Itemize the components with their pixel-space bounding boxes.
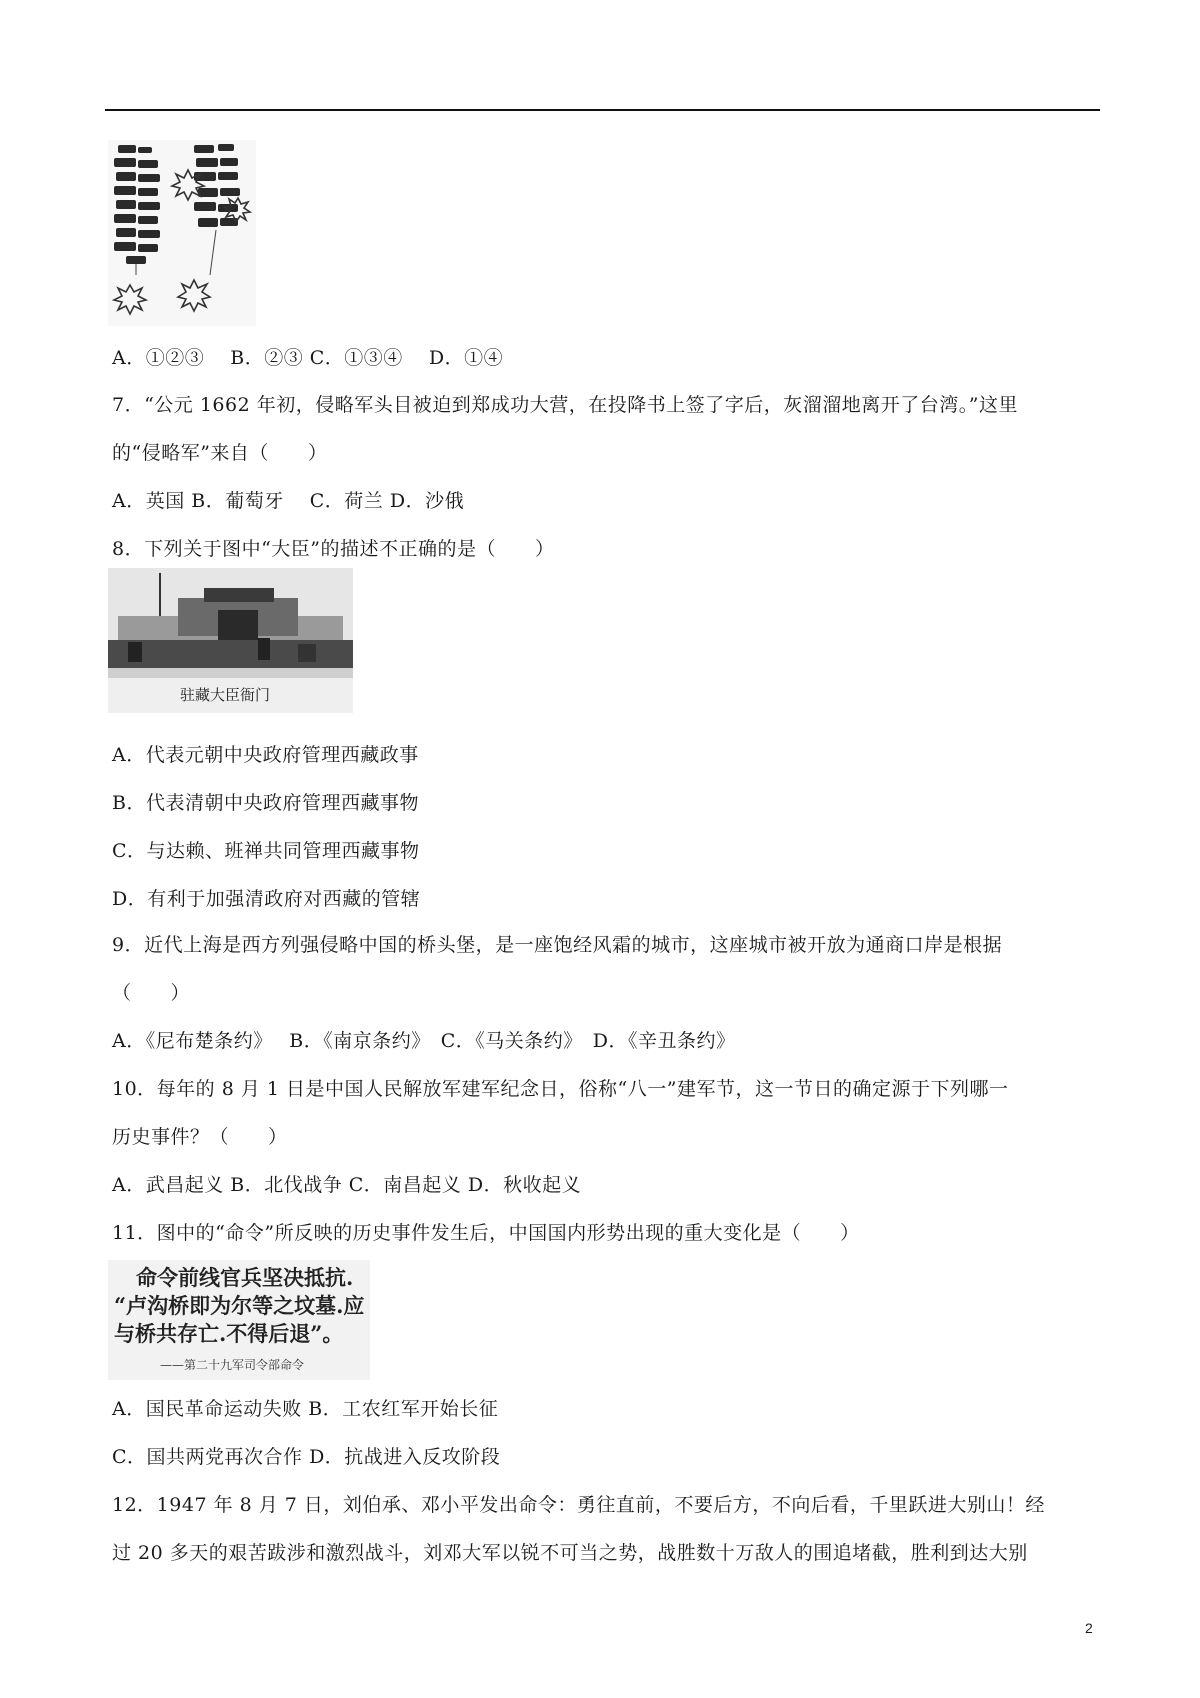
q10-stem-2: 历史事件？（ ） [112,1126,288,1148]
q10-options: A．武昌起义 B．北伐战争 C．南昌起义 D．秋收起义 [112,1174,582,1196]
q8-option-d: D．有利于加强清政府对西藏的管辖 [112,888,421,910]
q11-options-1: A．国民革命运动失败 B．工农红军开始长征 [112,1398,499,1420]
photo-caption: 驻藏大臣衙门 [180,686,271,704]
q7-stem-1: 7．“公元 1662 年初，侵略军头目被迫到郑成功大营，在投降书上签了字后，灰溜溜地离开了台湾。”这里 [112,394,1018,416]
q8-stem: 8．下列关于图中“大臣”的描述不正确的是（ ） [112,538,555,560]
amban-office-photo [108,568,353,713]
firecracker-icon [108,140,256,326]
q6-options: A．①②③ B．②③ C．①③④ D．①④ [112,347,504,369]
order-source: ——第二十九军司令部命令 [160,1358,305,1372]
order-line-2: “卢沟桥即为尔等之坟墓.应 [114,1293,365,1318]
q8-option-b: B．代表清朝中央政府管理西藏事物 [112,792,419,814]
header-rule [105,109,1100,111]
q7-options: A．英国 B．葡萄牙 C．荷兰 D．沙俄 [112,490,465,512]
building-icon [108,568,353,678]
q9-stem-2: （ ） [112,982,191,1004]
q10-stem-1: 10．每年的 8 月 1 日是中国人民解放军建军纪念日，俗称“八一”建军节，这一节日的确定源于下列哪一 [112,1078,1009,1100]
q12-stem-1: 12．1947 年 8 月 7 日，刘伯承、邓小平发出命令：勇往直前，不要后方，不向后看，千里跃进大别山！经 [112,1494,1045,1516]
q8-option-a: A．代表元朝中央政府管理西藏政事 [112,744,419,766]
q11-options-2: C．国共两党再次合作 D．抗战进入反攻阶段 [112,1446,501,1468]
order-line-3: 与桥共存亡.不得后退”。 [114,1321,344,1346]
order-line-1: 命令前线官兵坚决抵抗. [136,1265,354,1290]
q11-stem: 11．图中的“命令”所反映的历史事件发生后，中国国内形势出现的重大变化是（ ） [112,1222,860,1244]
q12-stem-2: 过 20 多天的艰苦跋涉和激烈战斗，刘邓大军以锐不可当之势，战胜数十万敌人的围追堵截，胜利到达大别 [112,1542,1028,1564]
q9-stem-1: 9．近代上海是西方列强侵略中国的桥头堡，是一座饱经风霜的城市，这座城市被开放为通商口岸是根据 [112,934,1003,956]
q9-options: A．《尼布楚条约》 B．《南京条约》 C．《马关条约》 D．《辛丑条约》 [112,1030,736,1052]
firecracker-illustration [108,140,256,326]
q8-option-c: C．与达赖、班禅共同管理西藏事物 [112,840,420,862]
q7-stem-2: 的“侵略军”来自（ ） [112,442,328,464]
order-quote-image [108,1260,370,1380]
page-number: 2 [1085,1620,1093,1636]
